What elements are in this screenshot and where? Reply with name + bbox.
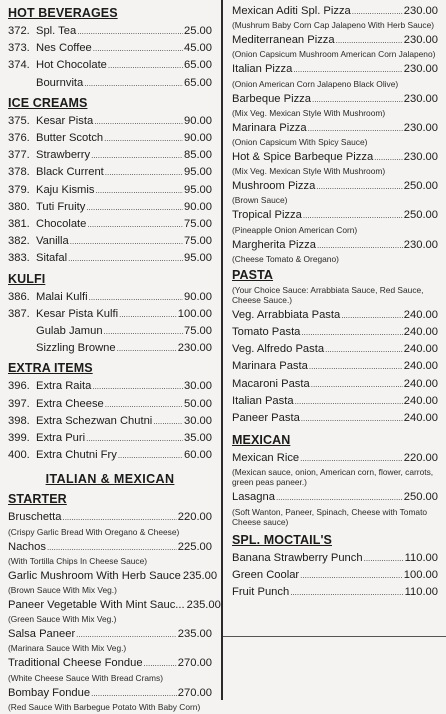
menu-item: 379. Kaju Kismis ..... 95.00 xyxy=(8,182,212,199)
menu-item: Hot & Spice Barbeque Pizza ..... 230.00 xyxy=(232,149,438,166)
column-divider xyxy=(221,0,223,700)
item-description: (Mushrum Baby Corn Cap Jalapeno With Herb Sauce) xyxy=(232,20,435,31)
item-description: (Brown Sauce With Mix Veg.) xyxy=(8,585,117,596)
menu-item: Marinara Pasta ..... 240.00 xyxy=(232,358,438,375)
menu-item: Macaroni Pasta ..... 240.00 xyxy=(232,376,438,393)
menu-item: Traditional Cheese Fondue ..... 270.00 xyxy=(8,655,212,672)
menu-item: Bournvita ..... 65.00 xyxy=(8,75,212,92)
menu-item: 386. Malai Kulfi ..... 90.00 xyxy=(8,289,212,306)
menu-item: Bombay Fondue ..... 270.00 xyxy=(8,685,212,702)
menu-item: Banana Strawberry Punch ..... 110.00 xyxy=(232,550,438,567)
menu-item: Garlic Mushroom With Herb Sauce 235.00 xyxy=(8,569,218,582)
left-column xyxy=(8,0,221,714)
menu-item: 397. Extra Cheese ..... 50.00 xyxy=(8,396,212,413)
section-title-hot-beverages: HOT BEVERAGES xyxy=(8,6,118,20)
right-column xyxy=(232,0,438,601)
menu-item: 372. Spl. Tea ..... 25.00 xyxy=(8,23,212,40)
menu-item: Barbeque Pizza ..... 230.00 xyxy=(232,91,438,108)
menu-item: Lasagna ..... 250.00 xyxy=(232,489,438,506)
menu-item: Mexican Aditi Spl. Pizza ..... 230.00 xyxy=(232,3,438,20)
menu-item: Italian Pizza ..... 230.00 xyxy=(232,61,438,78)
menu-item: Margherita Pizza ..... 230.00 xyxy=(232,237,438,254)
bottom-rule xyxy=(223,636,446,637)
menu-item: Mushroom Pizza ..... 250.00 xyxy=(232,178,438,195)
menu-item: 376. Butter Scotch ..... 90.00 xyxy=(8,130,212,147)
item-description: (Green Sauce With Mix Veg.) xyxy=(8,614,117,625)
section-title-starter: STARTER xyxy=(8,492,67,507)
menu-item: Mediterranean Pizza ..... 230.00 xyxy=(232,32,438,49)
menu-item: 381. Chocolate ..... 75.00 xyxy=(8,216,212,233)
menu-item: 398. Extra Schezwan Chutni ..... 30.00 xyxy=(8,413,212,430)
hot-beverages-list xyxy=(8,23,212,92)
item-description: (Pineapple Onion American Corn) xyxy=(232,224,358,235)
section-title-mexican: MEXICAN xyxy=(232,433,291,448)
menu-item: Paneer Vegetable With Mint Sauc... 235.00 xyxy=(8,599,221,612)
menu-item: Italian Pasta ..... 240.00 xyxy=(232,393,438,410)
pasta-list xyxy=(232,307,438,427)
menu-item: 374. Hot Chocolate ..... 65.00 xyxy=(8,57,212,74)
menu-item: 380. Tuti Fruity ..... 90.00 xyxy=(8,199,212,216)
section-title-pasta: PASTA xyxy=(232,267,274,282)
kulfi-list xyxy=(8,289,212,358)
pizza-list xyxy=(232,3,438,264)
item-description: (Soft Wanton, Paneer, Spinach, Cheese with Tomato Cheese sauce) xyxy=(232,506,428,527)
section-title-extra-items: EXTRA ITEMS xyxy=(8,361,93,376)
menu-item: 383. Sitafal ..... 95.00 xyxy=(8,250,212,267)
menu-item: Green Coolar ..... 100.00 xyxy=(232,567,438,584)
menu-item: Tomato Pasta ..... 240.00 xyxy=(232,324,438,341)
menu-item: Veg. Alfredo Pasta ..... 240.00 xyxy=(232,341,438,358)
starter-list xyxy=(8,509,221,712)
item-description: (Mexican sauce, onion, American corn, flower, carrots, green peas paneer.) xyxy=(232,467,434,488)
menu-item: Nachos ..... 225.00 xyxy=(8,539,212,556)
item-description: (Marinara Sauce With Mix Veg.) xyxy=(8,643,127,654)
item-description: (Red Sauce With Barbegue Potato With Baby Corn) xyxy=(8,701,201,712)
item-description: (Mix Veg. Mexican Style With Mushroom) xyxy=(232,107,386,118)
section-title-italian-mexican: ITALIAN & MEXICAN xyxy=(45,472,175,487)
menu-item: 377. Strawberry ..... 85.00 xyxy=(8,147,212,164)
extra-items-list xyxy=(8,378,212,464)
menu-item: 400. Extra Chutni Fry ..... 60.00 xyxy=(8,447,212,464)
section-title-ice-creams: ICE CREAMS xyxy=(8,95,88,110)
menu-item: Veg. Arrabbiata Pasta ..... 240.00 xyxy=(232,307,438,324)
menu-item: Mexican Rice ..... 220.00 xyxy=(232,450,438,467)
menu-item: 373. Nes Coffee ..... 45.00 xyxy=(8,40,212,57)
menu-item: 378. Black Current ..... 95.00 xyxy=(8,164,212,181)
item-description: (Cheese Tomato & Oregano) xyxy=(232,253,339,264)
menu-item: 375. Kesar Pista ..... 90.00 xyxy=(8,113,212,130)
menu-item: 382. Vanilla ..... 75.00 xyxy=(8,233,212,250)
item-description: (Onion Capsicum With Spicy Sauce) xyxy=(232,137,368,148)
section-title-kulfi: KULFI xyxy=(8,271,46,286)
menu-item: 399. Extra Puri ..... 35.00 xyxy=(8,430,212,447)
mocktails-list xyxy=(232,550,438,602)
menu-item: Tropical Pizza ..... 250.00 xyxy=(232,207,438,224)
menu-item: Salsa Paneer ..... 235.00 xyxy=(8,626,212,643)
item-description: (Mix Veg. Mexican Style With Mushroom) xyxy=(232,166,386,177)
menu-item: Sizzling Browne ..... 230.00 xyxy=(8,340,212,357)
menu-item: Fruit Punch ..... 110.00 xyxy=(232,584,438,601)
menu-item: 387. Kesar Pista Kulfi ..... 100.00 xyxy=(8,306,212,323)
menu-item: Paneer Pasta ..... 240.00 xyxy=(232,410,438,427)
menu-item: 396. Extra Raita ..... 30.00 xyxy=(8,378,212,395)
menu-item: Gulab Jamun ..... 75.00 xyxy=(8,323,212,340)
section-title-mocktails: SPL. MOCTAIL'S xyxy=(232,532,332,547)
item-description: (Onion American Corn Jalapeno Black Olive) xyxy=(232,78,399,89)
item-description: (With Tortilla Chips In Cheese Sauce) xyxy=(8,555,148,566)
item-description: (White Cheese Sauce With Bread Crams) xyxy=(8,672,163,683)
item-description: (Brown Sauce) xyxy=(232,195,288,206)
pasta-sauce-note: (Your Choice Sauce: Arrabbiata Sauce, Red Sauce, Cheese Sauce.) xyxy=(232,284,424,305)
item-description: (Crispy Garlic Bread With Oregano & Cheese) xyxy=(8,526,180,537)
menu-item: Marinara Pizza ..... 230.00 xyxy=(232,120,438,137)
mexican-list xyxy=(232,450,438,526)
ice-creams-list xyxy=(8,113,212,268)
item-description: (Onion Capsicum Mushroom American Corn Jalapeno) xyxy=(232,49,436,60)
menu-item: Bruschetta ..... 220.00 xyxy=(8,509,212,526)
